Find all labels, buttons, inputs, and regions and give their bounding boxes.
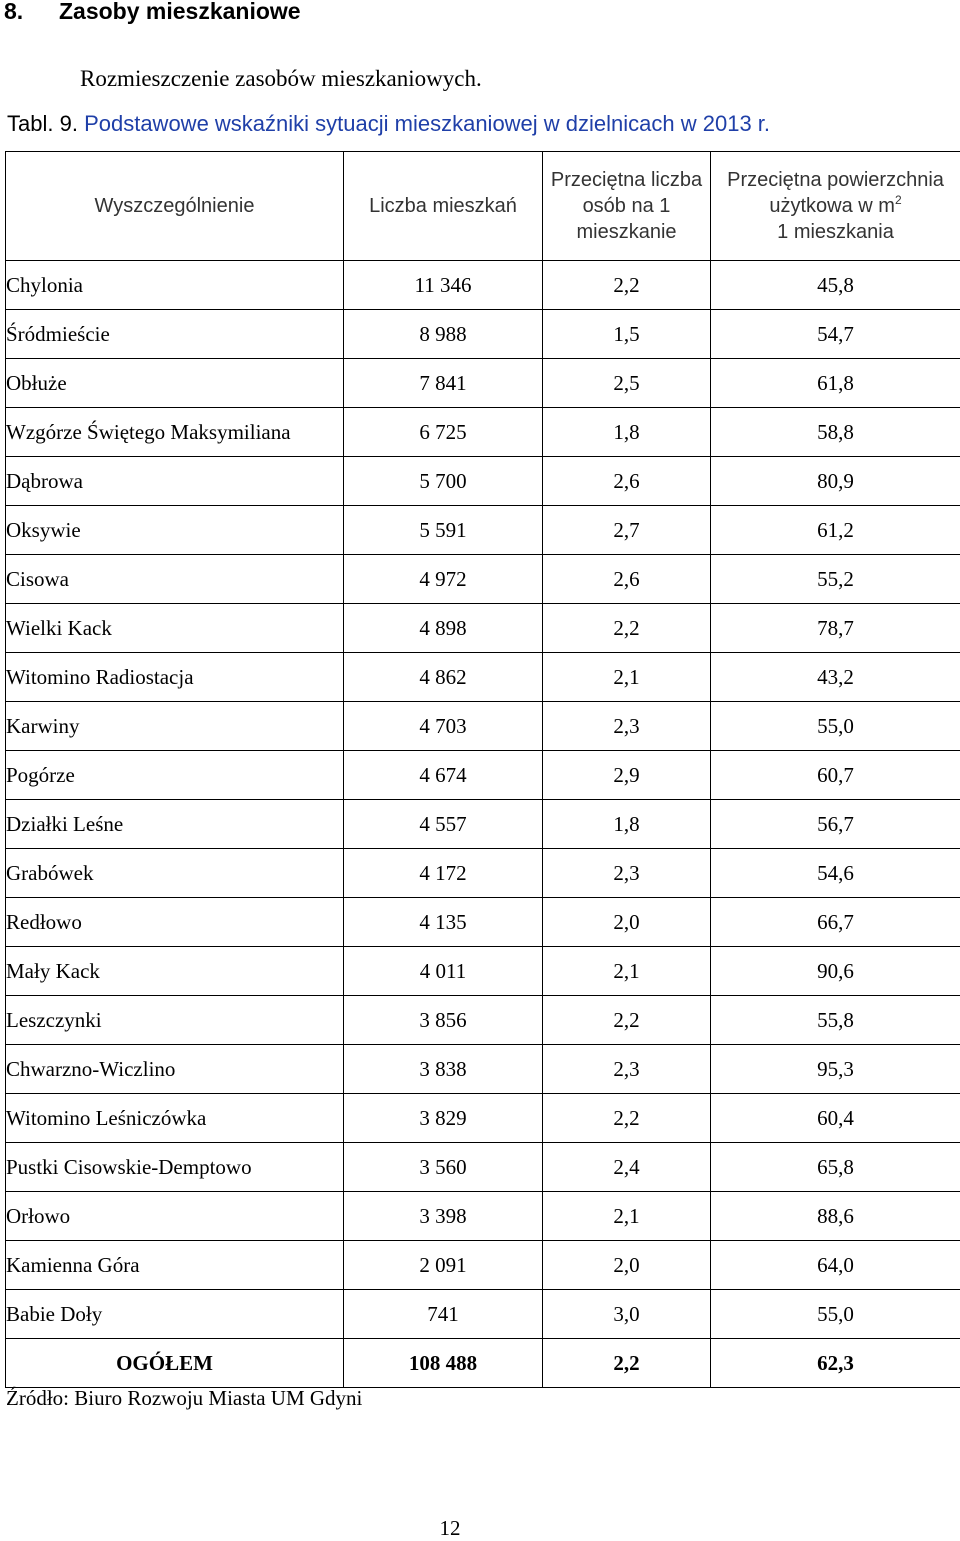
table-row <box>6 457 960 506</box>
column-header-dwellings: Liczba mieszkań <box>344 152 543 261</box>
table-row <box>6 555 960 604</box>
table-caption-label: Tabl. 9. <box>7 111 78 136</box>
cell-district: Witomino Radiostacja <box>6 653 344 702</box>
table-row <box>6 800 960 849</box>
cell-district: Pogórze <box>6 751 344 800</box>
cell-persons: 2,2 <box>543 1094 711 1143</box>
cell-district: Kamienna Góra <box>6 1241 344 1290</box>
cell-district: Grabówek <box>6 849 344 898</box>
cell-dwellings: 3 838 <box>344 1045 543 1094</box>
table-row <box>6 947 960 996</box>
cell-area: 60,7 <box>711 751 960 800</box>
cell-dwellings: 3 560 <box>344 1143 543 1192</box>
cell-area: 88,6 <box>711 1192 960 1241</box>
cell-district: Orłowo <box>6 1192 344 1241</box>
table-row <box>6 1241 960 1290</box>
table-row <box>6 1290 960 1339</box>
cell-district: Babie Doły <box>6 1290 344 1339</box>
column-header-area: Przeciętna powierzchnia użytkowa w $m^2$ 1 mieszkania <box>711 152 960 261</box>
cell-district: Witomino Leśniczówka <box>6 1094 344 1143</box>
cell-area: 45,8 <box>711 261 960 310</box>
cell-area: 55,0 <box>711 1290 960 1339</box>
table-row <box>6 310 960 359</box>
cell-dwellings: 4 135 <box>344 898 543 947</box>
cell-persons: 2,0 <box>543 1241 711 1290</box>
table-row <box>6 751 960 800</box>
table-caption <box>7 111 770 137</box>
cell-persons: 2,2 <box>543 261 711 310</box>
table-row <box>6 702 960 751</box>
cell-dwellings: 6 725 <box>344 408 543 457</box>
table-row <box>6 604 960 653</box>
section-title: Zasoby mieszkaniowe <box>59 0 301 24</box>
cell-district: Wzgórze Świętego Maksymiliana <box>6 408 344 457</box>
table-row <box>6 996 960 1045</box>
cell-area: 60,4 <box>711 1094 960 1143</box>
column-header-name: Wyszczególnienie <box>6 152 344 261</box>
cell-dwellings: 4 862 <box>344 653 543 702</box>
cell-district: Oksywie <box>6 506 344 555</box>
page-number: 12 <box>439 1516 461 1540</box>
cell-persons: 2,3 <box>543 702 711 751</box>
cell-area: 90,6 <box>711 947 960 996</box>
table-row <box>6 261 960 310</box>
cell-area: 65,8 <box>711 1143 960 1192</box>
cell-area: 56,7 <box>711 800 960 849</box>
cell-dwellings: 4 972 <box>344 555 543 604</box>
cell-area: 62,3 <box>711 1339 960 1388</box>
cell-district: Wielki Kack <box>6 604 344 653</box>
subtitle: Rozmieszczenie zasobów mieszkaniowych. <box>80 66 482 91</box>
column-header-persons: Przeciętna liczba osób na 1 mieszkanie <box>543 152 711 261</box>
cell-persons: 2,2 <box>543 1339 711 1388</box>
cell-district: Mały Kack <box>6 947 344 996</box>
table-row <box>6 898 960 947</box>
cell-persons: 2,6 <box>543 457 711 506</box>
cell-dwellings: 741 <box>344 1290 543 1339</box>
cell-district: Obłuże <box>6 359 344 408</box>
cell-dwellings: 3 829 <box>344 1094 543 1143</box>
cell-district: Leszczynki <box>6 996 344 1045</box>
cell-district: Śródmieście <box>6 310 344 359</box>
cell-dwellings: 4 703 <box>344 702 543 751</box>
cell-persons: 1,5 <box>543 310 711 359</box>
cell-area: 61,2 <box>711 506 960 555</box>
cell-area: 64,0 <box>711 1241 960 1290</box>
cell-persons: 1,8 <box>543 800 711 849</box>
cell-persons: 1,8 <box>543 408 711 457</box>
cell-district: Karwiny <box>6 702 344 751</box>
cell-district: Chwarzno-Wiczlino <box>6 1045 344 1094</box>
cell-dwellings: 2 091 <box>344 1241 543 1290</box>
cell-district: Cisowa <box>6 555 344 604</box>
cell-district: OGÓŁEM <box>6 1339 344 1388</box>
cell-district: Działki Leśne <box>6 800 344 849</box>
table-row <box>6 849 960 898</box>
cell-area: 61,8 <box>711 359 960 408</box>
cell-persons: 3,0 <box>543 1290 711 1339</box>
cell-dwellings: 4 172 <box>344 849 543 898</box>
cell-persons: 2,1 <box>543 653 711 702</box>
cell-dwellings: 5 700 <box>344 457 543 506</box>
cell-district: Chylonia <box>6 261 344 310</box>
cell-persons: 2,2 <box>543 604 711 653</box>
table-row <box>6 408 960 457</box>
cell-dwellings: 11 346 <box>344 261 543 310</box>
cell-persons: 2,1 <box>543 1192 711 1241</box>
cell-persons: 2,1 <box>543 947 711 996</box>
source-note: Źródło: Biuro Rozwoju Miasta UM Gdyni <box>6 1386 363 1410</box>
cell-dwellings: 7 841 <box>344 359 543 408</box>
cell-dwellings: 108 488 <box>344 1339 543 1388</box>
cell-area: 55,8 <box>711 996 960 1045</box>
cell-area: 55,2 <box>711 555 960 604</box>
cell-area: 66,7 <box>711 898 960 947</box>
section-number: 8. <box>4 0 24 24</box>
table-row <box>6 1045 960 1094</box>
table-row <box>6 359 960 408</box>
cell-dwellings: 4 011 <box>344 947 543 996</box>
cell-persons: 2,4 <box>543 1143 711 1192</box>
cell-persons: 2,9 <box>543 751 711 800</box>
cell-persons: 2,6 <box>543 555 711 604</box>
cell-dwellings: 5 591 <box>344 506 543 555</box>
table-total-row <box>6 1339 960 1388</box>
cell-persons: 2,5 <box>543 359 711 408</box>
cell-dwellings: 4 674 <box>344 751 543 800</box>
cell-persons: 2,3 <box>543 849 711 898</box>
cell-district: Dąbrowa <box>6 457 344 506</box>
cell-district: Pustki Cisowskie-Demptowo <box>6 1143 344 1192</box>
cell-persons: 2,2 <box>543 996 711 1045</box>
cell-area: 95,3 <box>711 1045 960 1094</box>
cell-persons: 2,0 <box>543 898 711 947</box>
cell-dwellings: 4 898 <box>344 604 543 653</box>
housing-table <box>5 151 960 1388</box>
section-heading <box>4 0 301 25</box>
table-row <box>6 1094 960 1143</box>
cell-persons: 2,3 <box>543 1045 711 1094</box>
cell-area: 54,6 <box>711 849 960 898</box>
table-row <box>6 653 960 702</box>
cell-persons: 2,7 <box>543 506 711 555</box>
cell-district: Redłowo <box>6 898 344 947</box>
cell-area: 43,2 <box>711 653 960 702</box>
cell-dwellings: 8 988 <box>344 310 543 359</box>
cell-area: 58,8 <box>711 408 960 457</box>
table-row <box>6 1143 960 1192</box>
cell-dwellings: 3 856 <box>344 996 543 1045</box>
cell-area: 78,7 <box>711 604 960 653</box>
cell-area: 80,9 <box>711 457 960 506</box>
cell-dwellings: 3 398 <box>344 1192 543 1241</box>
table-row <box>6 506 960 555</box>
cell-area: 55,0 <box>711 702 960 751</box>
cell-area: 54,7 <box>711 310 960 359</box>
cell-dwellings: 4 557 <box>344 800 543 849</box>
table-row <box>6 1192 960 1241</box>
table-header-row <box>6 152 960 261</box>
table-caption-title: Podstawowe wskaźniki sytuacji mieszkaniowej w dzielnicach w 2013 r. <box>84 111 771 136</box>
